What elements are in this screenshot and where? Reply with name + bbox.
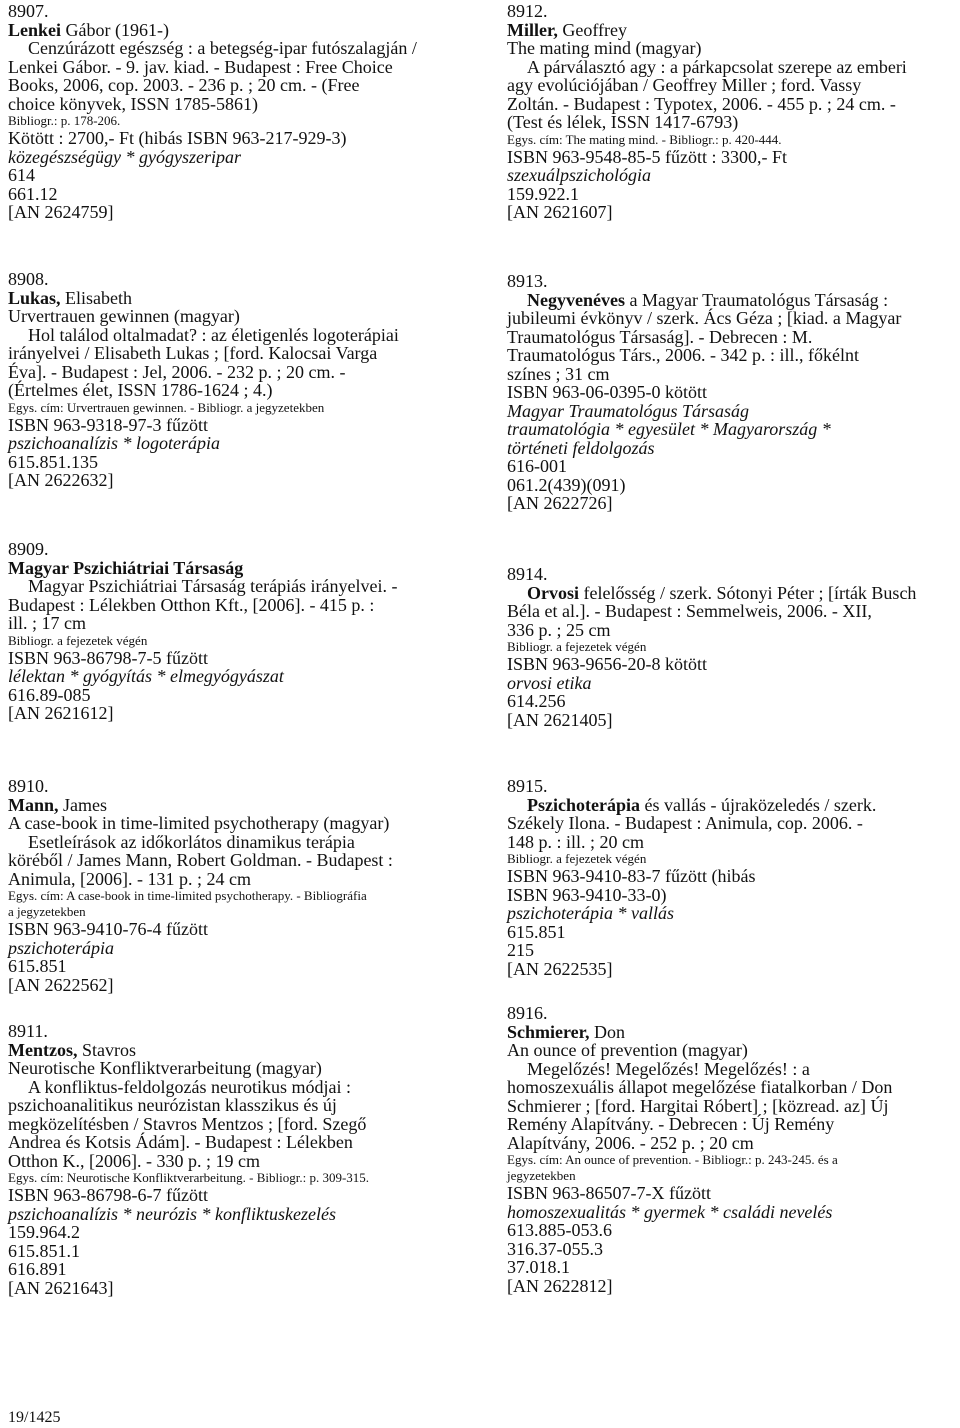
entry-line [8, 416, 460, 435]
entry-text: jubileumi évkönyv / szerk. Ács Géza ; [kiad. a Magyar [507, 308, 902, 328]
entry-heading: Lukas, [8, 287, 61, 308]
bibliography-entry-8911 [8, 1022, 460, 1297]
entry-text: 615.851.1 [8, 1240, 80, 1261]
entry-line [8, 1260, 460, 1279]
entry-line [8, 814, 460, 833]
entry-text: pszichoanalitikus neurózistan klasszikus és új [8, 1095, 337, 1115]
entry-text: An ounce of prevention (magyar) [507, 1040, 748, 1060]
entry-line [507, 960, 959, 979]
entry-text: Don [589, 1021, 625, 1042]
entry-line [8, 1242, 460, 1261]
entry-line [8, 39, 460, 58]
entry-text: James [58, 794, 108, 815]
entry-text: ISBN 963-9410-33-0) [507, 884, 667, 905]
entry-text: [AN 2621607] [507, 202, 613, 222]
entry-text: A case-book in time-limited psychotherapy (magyar) [8, 813, 390, 833]
entry-line [8, 1205, 460, 1224]
entry-line [507, 1203, 959, 1222]
entry-line [507, 1041, 959, 1060]
entry-text: [AN 2622632] [8, 470, 114, 490]
entry-line [8, 185, 460, 204]
entry-line [8, 166, 460, 185]
entry-line [507, 1221, 959, 1240]
entry-line [507, 904, 959, 923]
entry-text: homoszexualitás * gyermek * családi nevelés [507, 1201, 833, 1222]
entry-line [507, 476, 959, 495]
entry-text: 316.37-055.3 [507, 1238, 603, 1259]
entry-line [507, 76, 959, 95]
entry-line [8, 1059, 460, 1078]
entry-line [507, 1060, 959, 1079]
bibliography-entry-8909 [8, 540, 460, 723]
entry-text: Geoffrey [557, 19, 627, 40]
entry-text: Bibliogr. a fejezetek végén [507, 851, 647, 866]
entry-line [8, 633, 460, 649]
entry-text: Neurotische Konfliktverarbeitung (magyar) [8, 1058, 322, 1078]
entry-text: történeti feldolgozás [507, 437, 655, 458]
entry-text: Elisabeth [60, 287, 133, 308]
entry-number [507, 2, 959, 21]
entry-line [507, 1115, 959, 1134]
bibliography-entry-8914 [507, 565, 959, 729]
entry-text: megközelítésben / Stavros Mentzos ; [ford. Szegő [8, 1113, 367, 1134]
entry-text: [AN 2622812] [507, 1275, 613, 1296]
entry-text: 8911. [8, 1021, 48, 1041]
entry-line [507, 166, 959, 185]
entry-line [8, 307, 460, 326]
bibliography-entry-8908 [8, 270, 460, 490]
entry-text: ISBN 963-9410-83-7 fűzött (hibás [507, 866, 756, 886]
entry-text: jegyzetekben [507, 1168, 576, 1183]
entry-text: Remény Alapítvány. - Debrecen : Új Remény [507, 1114, 835, 1134]
entry-text: ISBN 963-86798-6-7 fűzött [8, 1185, 208, 1205]
entry-line [507, 328, 959, 347]
entry-text: 616.891 [8, 1259, 67, 1279]
entry-line [8, 344, 460, 363]
entry-line [507, 132, 959, 148]
entry-text: irányelvei / Elisabeth Lukas ; [ford. Kalocsai Varga [8, 343, 378, 363]
entry-text: Egys. cím: The mating mind. - Bibliogr.: p. 420-444. [507, 131, 782, 147]
entry-line [8, 363, 460, 382]
entry-heading: Lenkei [8, 19, 62, 40]
entry-heading: Magyar Pszichiátriai Társaság [8, 557, 244, 578]
entry-text: Gábor (1961-) [61, 19, 169, 40]
entry-line [507, 21, 959, 40]
entry-text: ISBN 963-06-0395-0 kötött [507, 382, 707, 402]
entry-text: felelősség / szerk. Sótonyi Péter ; [írták Busch [579, 582, 917, 603]
entry-line [8, 453, 460, 472]
entry-text: Alapítvány, 2006. - 252 p. ; 20 cm [507, 1132, 754, 1153]
entry-text: orvosi etika [507, 672, 592, 693]
entry-number [507, 272, 959, 291]
entry-text: Megelőzés! Megelőzés! Megelőzés! : a [527, 1058, 810, 1079]
entry-line [507, 420, 959, 439]
entry-line [507, 814, 959, 833]
bibliography-entry-8912 [507, 2, 959, 222]
entry-number [8, 2, 460, 21]
entry-text: Egys. cím: Urvertrauen gewinnen. - Bibliogr. a jegyzetekben [8, 399, 325, 415]
entry-text: és vallás - újraközeledés / szerk. [639, 794, 877, 815]
entry-text: Bibliogr. a fejezetek végén [8, 632, 148, 648]
entry-line [507, 1097, 959, 1116]
entry-text: 8915. [507, 776, 548, 796]
entry-text: közegészségügy * gyógyszeripar [8, 146, 241, 167]
entry-line [507, 923, 959, 942]
bibliography-entry-8907 [8, 2, 460, 222]
entry-text: ISBN 963-9656-20-8 kötött [507, 654, 707, 674]
entry-line [507, 494, 959, 513]
entry-line [8, 976, 460, 995]
entry-text: Stavros [77, 1039, 136, 1060]
entry-line [507, 711, 959, 730]
entry-line [507, 95, 959, 114]
entry-text: 614.256 [507, 691, 566, 711]
entry-line [507, 674, 959, 693]
entry-text: Egys. cím: A case-book in time-limited psychotherapy. - Bibliográfia [8, 888, 367, 903]
entry-text: 8913. [507, 271, 548, 291]
entry-text: Traumatológus Társ., 2006. - 342 p. : ill., főkélnt [507, 345, 859, 365]
entry-line [8, 1170, 460, 1186]
page-number: 19/1425 [8, 1409, 61, 1426]
entry-line [8, 1279, 460, 1298]
entry-heading: Pszichoterápia [527, 794, 640, 815]
entry-line [8, 851, 460, 870]
entry-text: 215 [507, 940, 534, 960]
entry-line [8, 21, 460, 40]
entry-line [8, 58, 460, 77]
entry-text: A konfliktus-feldolgozás neurotikus módjai : [28, 1076, 351, 1097]
entry-line [507, 309, 959, 328]
entry-line [8, 596, 460, 615]
entry-line [507, 439, 959, 458]
entry-text: Magyar Traumatológus Társaság [507, 400, 750, 421]
entry-text: 8916. [507, 1003, 548, 1023]
entry-text: ISBN 963-86798-7-5 fűzött [8, 647, 208, 668]
entry-line [8, 400, 460, 416]
entry-text: pszichoterápia [8, 937, 114, 958]
entry-line [8, 203, 460, 222]
entry-line [507, 291, 959, 310]
entry-number [507, 1004, 959, 1023]
entry-text: Béla et al.]. - Budapest : Semmelweis, 2006. - XII, [507, 601, 872, 621]
entry-line [8, 939, 460, 958]
entry-line [8, 957, 460, 976]
entry-line [507, 584, 959, 603]
entry-line [507, 1023, 959, 1042]
bibliography-entry-8910 [8, 777, 460, 994]
entry-text: Egys. cím: An ounce of prevention. - Bibliogr.: p. 243-245. és a [507, 1152, 838, 1167]
entry-line [507, 1078, 959, 1097]
entry-line [8, 904, 460, 920]
entry-line [8, 129, 460, 148]
entry-text: Budapest : Lélekben Otthon Kft., [2006]. - 415 p. : [8, 594, 375, 615]
entry-line [8, 1186, 460, 1205]
entry-text: Egys. cím: Neurotische Konfliktverarbeitung. - Bibliogr.: p. 309-315. [8, 1170, 370, 1185]
entry-line [507, 383, 959, 402]
entry-line [507, 602, 959, 621]
entry-line [507, 457, 959, 476]
entry-line [8, 1041, 460, 1060]
entry-line [507, 639, 959, 655]
entry-line [8, 1152, 460, 1171]
entry-text: [AN 2622562] [8, 974, 114, 995]
entry-text: 8914. [507, 564, 548, 584]
entry-heading: Mann, [8, 794, 59, 815]
entry-line [8, 148, 460, 167]
entry-line [8, 614, 460, 633]
entry-line [8, 577, 460, 596]
entry-line [507, 113, 959, 132]
entry-text: 8910. [8, 776, 49, 796]
entry-text: színes ; 31 cm [507, 363, 610, 384]
entry-text: Esetleírások az időkorlátos dinamikus terápia [28, 831, 355, 852]
entry-text: pszichoterápia * vallás [507, 903, 674, 923]
entry-text: Traumatológus Társaság]. - Debrecen : M. [507, 326, 813, 347]
entry-text: 159.922.1 [507, 183, 579, 204]
entry-text: 8912. [507, 1, 548, 21]
entry-text: ISBN 963-86507-7-X fűzött [507, 1183, 711, 1203]
entry-heading: Miller, [507, 19, 558, 40]
entry-line [8, 704, 460, 723]
entry-line [507, 346, 959, 365]
entry-text: traumatológia * egyesület * Magyarország * [507, 419, 831, 439]
entry-text: [AN 2624759] [8, 202, 114, 222]
entry-line [8, 686, 460, 705]
entry-text: [AN 2621643] [8, 1277, 114, 1298]
entry-line [8, 667, 460, 686]
entry-line [507, 39, 959, 58]
entry-text: 661.12 [8, 183, 58, 204]
entry-line [8, 471, 460, 490]
entry-text: Andrea és Kotsis Ádám]. - Budapest : Lélekben [8, 1132, 353, 1152]
entry-line [507, 941, 959, 960]
entry-text: Székely Ilona. - Budapest : Animula, cop. 2006. - [507, 813, 863, 833]
entry-text: 615.851.135 [8, 451, 98, 472]
entry-text: choice könyvek, ISSN 1785-5861) [8, 93, 258, 114]
entry-text: Urvertrauen gewinnen (magyar) [8, 306, 240, 326]
entry-line [507, 1168, 959, 1184]
entry-number [507, 565, 959, 584]
entry-line [8, 920, 460, 939]
entry-text: Schmierer ; [ford. Hargitai Róbert] ; [közread. az] Új [507, 1095, 889, 1116]
entry-text: 37.018.1 [507, 1257, 570, 1277]
entry-line [507, 402, 959, 421]
entry-text: szexuálpszichológia [507, 165, 651, 185]
entry-text: (Értelmes élet, ISSN 1786-1624 ; 4.) [8, 380, 273, 400]
entry-text: pszichoanalízis * logoterápia [8, 433, 221, 453]
entry-line [8, 1078, 460, 1097]
entry-line [507, 203, 959, 222]
entry-text: Zoltán. - Budapest : Typotex, 2006. - 455 p. ; 24 cm. - [507, 93, 896, 114]
entry-line [8, 1223, 460, 1242]
entry-text: The mating mind (magyar) [507, 38, 702, 58]
entry-line [507, 1258, 959, 1277]
entry-line [8, 326, 460, 345]
bibliography-entry-8915 [507, 777, 959, 978]
entry-line [507, 1277, 959, 1296]
entry-line [507, 886, 959, 905]
entry-line [8, 381, 460, 400]
entry-line [8, 1115, 460, 1134]
entry-text: 615.851 [8, 956, 67, 976]
entry-line [8, 870, 460, 889]
entry-line [8, 833, 460, 852]
entry-text: 336 p. ; 25 cm [507, 619, 611, 640]
entry-line [8, 796, 460, 815]
entry-line [8, 289, 460, 308]
entry-heading: Mentzos, [8, 1039, 78, 1060]
entry-line [507, 692, 959, 711]
entry-text: [AN 2621612] [8, 703, 114, 723]
entry-line [507, 365, 959, 384]
bibliography-entry-8916 [507, 1004, 959, 1295]
entry-text: 615.851 [507, 921, 566, 942]
entry-heading: Schmierer, [507, 1021, 590, 1042]
entry-text: pszichoanalízis * neurózis * konfliktuskezelés [8, 1203, 336, 1224]
entry-line [507, 851, 959, 867]
entry-line [8, 559, 460, 578]
entry-number [8, 540, 460, 559]
entry-line [507, 1184, 959, 1203]
entry-line [507, 833, 959, 852]
entry-text: ill. ; 17 cm [8, 613, 86, 633]
entry-text: ISBN 963-9318-97-3 fűzött [8, 414, 208, 435]
entry-line [8, 95, 460, 114]
entry-text: Éva]. - Budapest : Jel, 2006. - 232 p. ; 20 cm. - [8, 361, 346, 382]
entry-text: Hol találod oltalmadat? : az életigenlés logoterápiai [28, 324, 399, 345]
entry-text: Cenzúrázott egészség : a betegség-ipar futószalagján / [28, 38, 417, 58]
entry-number [8, 270, 460, 289]
entry-line [8, 434, 460, 453]
entry-text: Animula, [2006]. - 131 p. ; 24 cm [8, 868, 251, 889]
entry-line [507, 655, 959, 674]
entry-text: 616.89-085 [8, 684, 91, 705]
entry-line [507, 185, 959, 204]
entry-line [507, 621, 959, 640]
entry-text: 614 [8, 165, 35, 185]
entry-text: Otthon K., [2006]. - 330 p. ; 19 cm [8, 1150, 260, 1171]
entry-text: Magyar Pszichiátriai Társaság terápiás irányelvei. - [28, 576, 398, 596]
entry-text: 061.2(439)(091) [507, 474, 626, 495]
entry-text: agy evolúciójában / Geoffrey Miller ; ford. Vassy [507, 75, 862, 95]
entry-text: ISBN 963-9548-85-5 fűzött : 3300,- Ft [507, 146, 787, 167]
entry-text: ISBN 963-9410-76-4 fűzött [8, 919, 208, 939]
entry-text: Bibliogr.: p. 178-206. [8, 113, 121, 128]
entry-heading: Negyvenéves [527, 289, 625, 310]
entry-text: a jegyzetekben [8, 904, 86, 919]
entry-text: köréből / James Mann, Robert Goldman. - Budapest : [8, 850, 393, 870]
entry-text: Bibliogr. a fejezetek végén [507, 639, 647, 654]
entry-line [8, 1133, 460, 1152]
entry-number [8, 777, 460, 796]
entry-line [8, 649, 460, 668]
entry-text: 8909. [8, 539, 49, 559]
entry-line [507, 1240, 959, 1259]
bibliography-entry-8913 [507, 272, 959, 513]
entry-text: 159.964.2 [8, 1222, 80, 1242]
entry-text: A párválasztó agy : a párkapcsolat szerepe az emberi [527, 56, 907, 77]
entry-line [8, 888, 460, 904]
entry-text: Books, 2006, cop. 2003. - 236 p. ; 20 cm. - (Free [8, 75, 360, 95]
entry-text: 613.885-053.6 [507, 1220, 612, 1240]
entry-text: a Magyar Traumatológus Társaság : [624, 289, 889, 310]
entry-line [507, 1152, 959, 1168]
entry-line [8, 1096, 460, 1115]
entry-line [507, 148, 959, 167]
entry-text: homoszexuális állapot megelőzése fiatalkorban / Don [507, 1077, 893, 1097]
entry-text: [AN 2622535] [507, 958, 613, 979]
entry-text: Lenkei Gábor. - 9. jav. kiad. - Budapest : Free Choice [8, 56, 393, 77]
entry-line [507, 796, 959, 815]
entry-heading: Orvosi [527, 582, 579, 603]
entry-number [507, 777, 959, 796]
entry-line [507, 867, 959, 886]
entry-text: [AN 2621405] [507, 709, 613, 730]
entry-text: 8908. [8, 269, 49, 289]
entry-text: 616-001 [507, 456, 567, 476]
entry-line [507, 58, 959, 77]
entry-text: (Test és lélek, ISSN 1417-6793) [507, 112, 739, 132]
entry-text: Kötött : 2700,- Ft (hibás ISBN 963-217-929-3) [8, 128, 347, 148]
entry-number [8, 1022, 460, 1041]
entry-text: [AN 2622726] [507, 493, 613, 513]
entry-line [507, 1134, 959, 1153]
entry-line [8, 113, 460, 129]
entry-text: 8907. [8, 1, 49, 21]
entry-line [8, 76, 460, 95]
entry-text: lélektan * gyógyítás * elmegyógyászat [8, 666, 284, 686]
entry-text: 148 p. : ill. ; 20 cm [507, 831, 644, 852]
